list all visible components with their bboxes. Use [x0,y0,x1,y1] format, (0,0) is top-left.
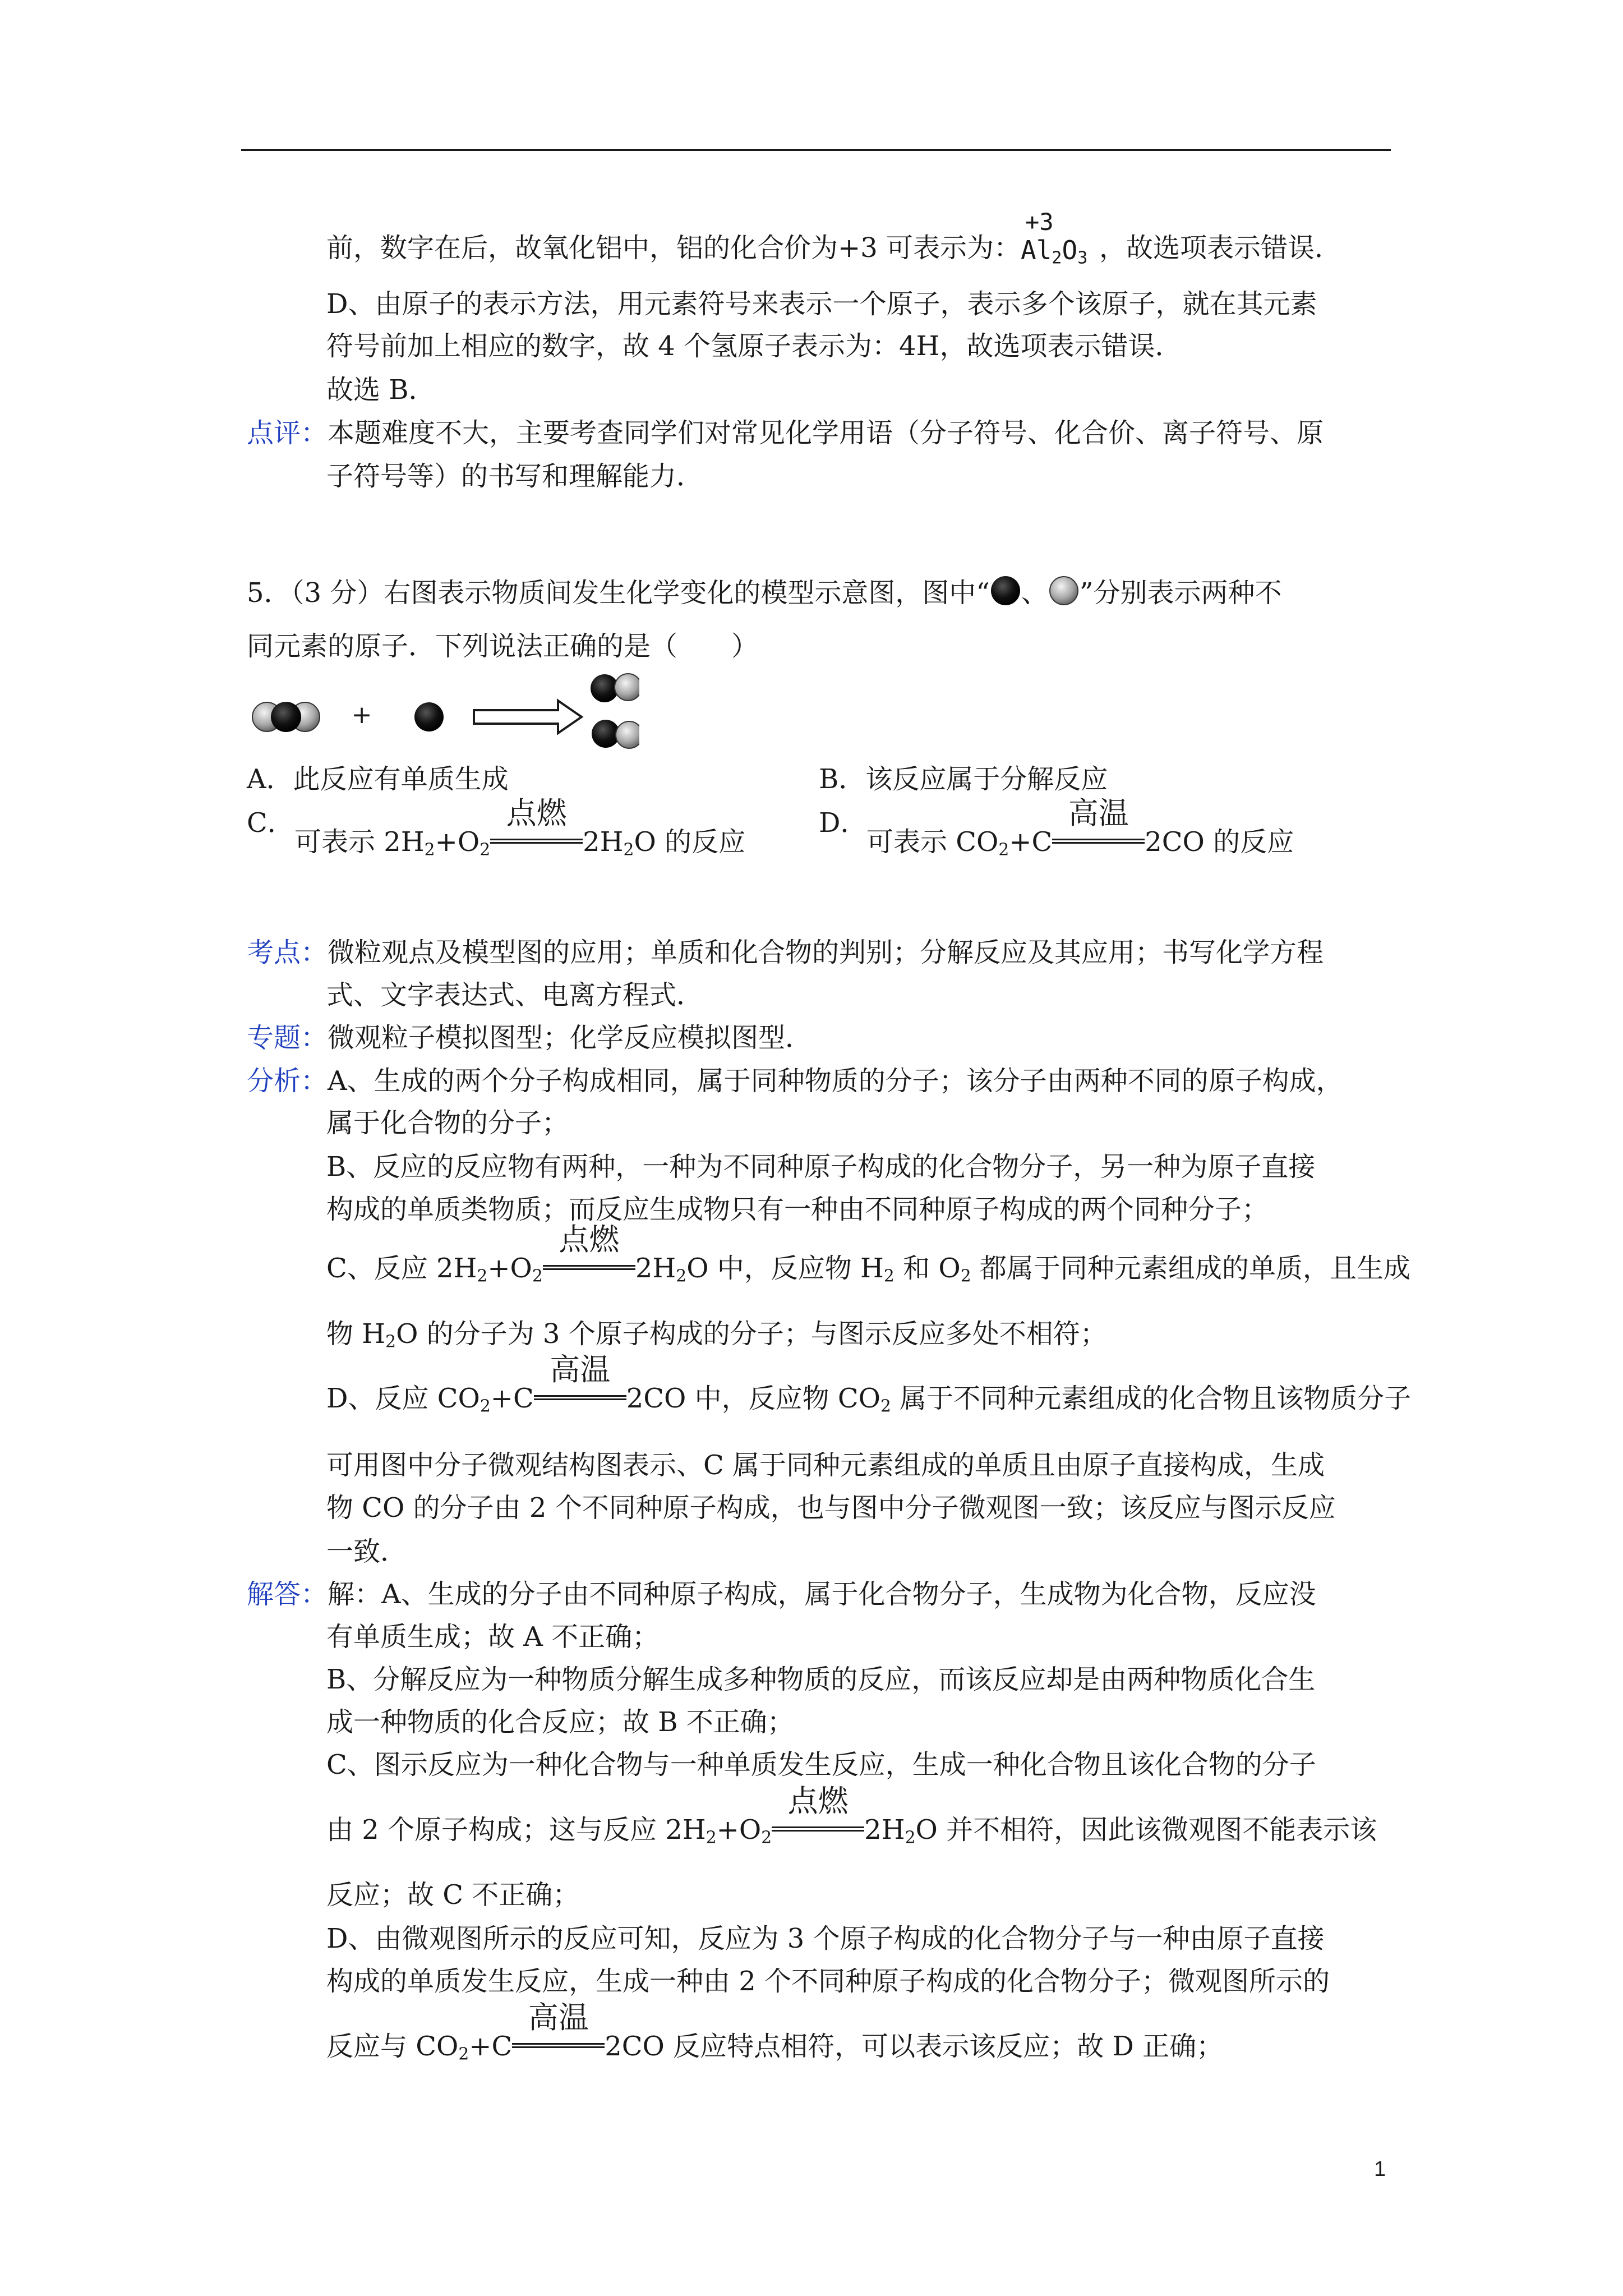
prev-d-line1: D、由原子的表示方法，用元素符号来表示一个原子，表示多个该原子，就在其元素 [326,288,1317,320]
jieda-c1: C、图示反应为一种化合物与一种单质发生反应，生成一种化合物且该化合物的分子 [326,1749,1316,1780]
question-line1: 5．（3 分）右图表示物质间发生化学变化的模型示意图，图中“ 、 ”分别表示两种不 [247,575,1281,606]
fenxi-a2: 属于化合物的分子； [326,1107,569,1139]
kaodian-label: 考点： [247,937,328,968]
reactant-molecule [252,702,320,732]
reactant-atom [414,702,444,731]
jieda-d1: D、由微观图所示的反应可知，反应为 3 个原子构成的化合物分子与一种由原子直接 [326,1923,1325,1954]
gray-atom-icon [1048,575,1080,606]
kaodian-line1: 考点：微粒观点及模型图的应用；单质和化合物的判别；分解反应及其应用；书写化学方程 [247,937,1324,968]
zhuanti-line: 专题：微观粒子模拟图型；化学反应模拟图型． [247,1022,813,1053]
option-c: 可表示 $2H_2+O_2$ 点燃 $2H_2O$ 的反应 [294,795,746,860]
reaction-arrow [474,701,582,733]
prev-line1: 前，数字在后，故氧化铝中，铝的化合价为+3 可表示为： +3 $Al_2O_3$ ，故选项表示错误． [326,208,1342,268]
black-atom-icon [990,575,1021,606]
jieda-d3: 反应与 $CO_2+C$ 高温 2CO 反应特点相符，可以表示该反应；故 D 正确； [326,2000,1224,2064]
jieda-b2: 成一种物质的化合反应；故 B 不正确； [326,1706,794,1738]
product-molecule-2 [592,720,639,748]
product-molecule-1 [591,674,639,702]
kaodian-line2: 式、文字表达式、电离方程式． [326,979,704,1011]
fenxi-c1: C、反应 $2H_2+O_2$ 点燃 $2H_2O$ 中，反应物 $H_2$ 和 $O_2$ 都属于同种元素组成的单质，且生成 [326,1222,1410,1286]
equation-sign-hightemp: 高温 [1052,831,1145,853]
fenxi-d2: 可用图中分子微观结构图表示、C 属于同种元素组成的单质且由原子直接构成，生成 [326,1450,1325,1481]
reaction-model-diagram [247,665,639,754]
option-a: A．此反应有单质生成 [247,763,509,795]
fenxi-d3: 物 CO 的分子由 2 个不同种原子构成，也与图中分子微观图一致；该反应与图示反应 [326,1492,1336,1524]
fenxi-d4: 一致． [326,1536,408,1567]
prev-choose: 故选 B． [326,374,436,406]
jieda-a1: 解答：解：A、生成的分子由不同种原子构成，属于化合物分子，生成物为化合物，反应没 [247,1579,1316,1610]
valence-formula: +3 $Al_2O_3$ [1021,208,1088,268]
fenxi-b2: 构成的单质类物质；而反应生成物只有一种由不同种原子构成的两个同种分子； [326,1194,1269,1225]
review-line2: 子符号等）的书写和理解能力． [326,461,704,492]
fenxi-b1: B、反应的反应物有两种，一种为不同种原子构成的化合物分子，另一种为原子直接 [326,1151,1316,1182]
review-label: 点评： [247,417,328,449]
option-d-letter: D． [819,807,868,839]
prev-d-line2: 符号前加上相应的数字，故 4 个氢原子表示为：4H，故选项表示错误． [326,330,1182,362]
equation-sign-ignite: 点燃 [543,1257,635,1280]
equation-sign-ignite: 点燃 [772,1819,864,1841]
equation-sign-hightemp: 高温 [534,1387,626,1410]
fenxi-c2: 物 $H_2O$ 的分子为 3 个原子构成的分子；与图示反应多处不相符； [326,1318,1107,1352]
jieda-c3: 反应；故 C 不正确； [326,1879,580,1911]
equation-sign-ignite: 点燃 [490,831,583,853]
review-line1: 点评：本题难度不大，主要考查同学们对常见化学用语（分子符号、化合价、离子符号、原 [247,417,1324,449]
fenxi-label: 分析： [247,1065,328,1097]
option-c-letter: C． [247,807,294,839]
equation-sign-hightemp: 高温 [512,2035,605,2058]
plus-sign: + [351,701,372,729]
fenxi-a1: 分析：A、生成的两个分子构成相同，属于同种物质的分子；该分子由两种不同的原子构成， [247,1065,1343,1097]
page-number: 1 [1374,2157,1386,2181]
jieda-label: 解答： [247,1579,328,1610]
jieda-c2: 由 2 个原子构成；这与反应 $2H_2+O_2$ 点燃 $2H_2O$ 并不相符，因此该微观图不能表示该 [326,1783,1377,1848]
jieda-a2: 有单质生成；故 A 不正确； [326,1621,660,1653]
header-rule [241,149,1391,151]
jieda-b1: B、分解反应为一种物质分解生成多种物质的反应，而该反应却是由两种物质化合生 [326,1664,1316,1695]
question-line2: 同元素的原子．下列说法正确的是（ ） [247,631,759,662]
fenxi-d1: D、反应 $CO_2+C$ 高温 2CO 中，反应物 $CO_2$ 属于不同种元素组成的化合物且该物质分子 [326,1352,1412,1416]
option-b: B．该反应属于分解反应 [819,763,1108,795]
zhuanti-label: 专题： [247,1022,328,1053]
jieda-d2: 构成的单质发生反应，生成一种由 2 个不同种原子构成的化合物分子；微观图所示的 [326,1966,1330,1997]
option-d: 可表示 $CO_2+C$ 高温 2CO 的反应 [866,795,1294,860]
